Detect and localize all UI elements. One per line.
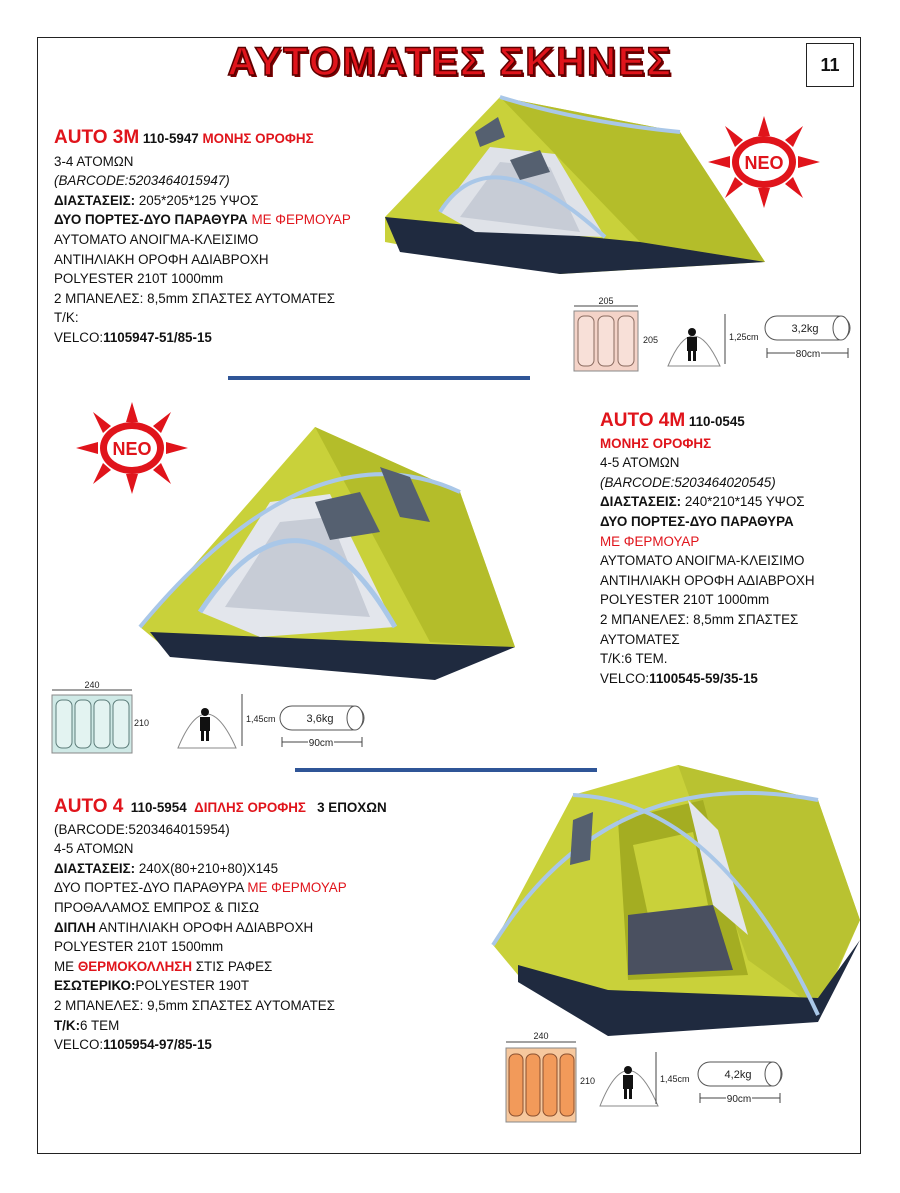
product2-poles-cont: ΑΥΤΟΜΑΤΕΣ — [600, 631, 680, 647]
product3-spec — [54, 797, 387, 1055]
section-divider-1 — [228, 376, 530, 380]
product3-pack-label: Τ/Κ: — [54, 1017, 81, 1033]
product3-inner-label: ΕΣΩΤΕΡΙΚΟ: — [54, 978, 136, 994]
product3-doors-zipper: ΜΕ ΦΕΡΜΟΥΑΡ — [243, 880, 347, 896]
product3-seasons: 3 ΕΠΟΧΩΝ — [317, 800, 387, 815]
new-badge-1 — [708, 116, 820, 208]
product3-double-label: ΔΙΠΛΗ — [54, 919, 96, 935]
product3-doors: ΔΥΟ ΠΟΡΤΕΣ-ΔΥΟ ΠΑΡΑΘΥΡΑ — [54, 880, 244, 896]
svg-text:240: 240 — [84, 680, 100, 690]
svg-text:210: 210 — [134, 718, 150, 728]
svg-text:205: 205 — [643, 335, 659, 345]
product2-pack: Τ/Κ:6 ΤΕΜ. — [600, 651, 668, 667]
product2-velco-label: VELCO: — [600, 670, 650, 686]
product3-vestibule: ΠΡΟΘΑΛΑΜΟΣ ΕΜΠΡΟΣ & ΠΙΣΩ — [54, 899, 259, 915]
svg-text:205: 205 — [598, 296, 614, 306]
product3-seam-heat: ΘΕΡΜΟΚΟΛΛΗΣΗ — [77, 958, 193, 974]
svg-text:1,45cm: 1,45cm — [660, 1074, 690, 1084]
product3-double-value: ΑΝΤΙΗΛΙΑΚΗ ΟΡΟΦΗ ΑΔΙΑΒΡΟΧΗ — [95, 919, 314, 935]
svg-text:90cm: 90cm — [726, 1094, 752, 1105]
product2-barcode: (BARCODE:5203464020545) — [600, 474, 776, 490]
svg-text:3,2kg: 3,2kg — [791, 323, 819, 335]
svg-text:80cm: 80cm — [795, 349, 821, 360]
product1-doors-zipper: ΜΕ ΦΕΡΜΟΥΑΡ — [247, 212, 351, 228]
page-number: 11 — [806, 43, 854, 87]
product3-code: 110-5954 — [130, 800, 187, 815]
product1-roof-desc: ΑΝΤΙΗΛΙΑΚΗ ΟΡΟΦΗ ΑΔΙΑΒΡΟΧΗ — [54, 251, 269, 267]
svg-text:4,2kg: 4,2kg — [724, 1069, 752, 1081]
product2-spec — [600, 411, 815, 688]
product1-code: 110-5947 — [142, 131, 199, 146]
product1-velco-label: VELCO: — [54, 329, 104, 345]
product2-velco-code: 1100545-59/35-15 — [649, 670, 758, 686]
product1-opening: ΑΥΤΟΜΑΤΟ ΑΝΟΙΓΜΑ-ΚΛΕΙΣΙΜΟ — [54, 231, 259, 247]
product2-doors: ΔΥΟ ΠΟΡΤΕΣ-ΔΥΟ ΠΑΡΑΘΥΡΑ — [600, 513, 794, 529]
product3-roof: ΔΙΠΛΗΣ ΟΡΟΦΗΣ — [194, 800, 306, 815]
product1-size-diagram — [565, 296, 855, 376]
product3-seam-suffix: ΣΤΙΣ ΡΑΦΕΣ — [192, 958, 273, 974]
new-badge-1-label: ΝΕΟ — [744, 153, 784, 173]
product3-poles: 2 ΜΠΑΝΕΛΕΣ: 9,5mm ΣΠΑΣΤΕΣ ΑΥΤΟΜΑΤΕΣ — [54, 997, 335, 1013]
product2-code: 110-0545 — [688, 414, 745, 429]
product2-dims-value: 240*210*145 ΥΨΟΣ — [681, 494, 805, 510]
product2-size-diagram — [48, 680, 368, 760]
product3-material: POLYESTER 210T 1500mm — [54, 939, 224, 955]
product1-model: AUTO 3M — [54, 127, 140, 148]
page-title: ΑΥΤΟΜΑΤΕΣ ΣΚΗΝΕΣ — [227, 40, 673, 84]
product3-velco-label: VELCO: — [54, 1037, 104, 1053]
product3-dims-value: 240Χ(80+210+80)Χ145 — [135, 860, 279, 876]
product2-roof-desc: ΑΝΤΙΗΛΙΑΚΗ ΟΡΟΦΗ ΑΔΙΑΒΡΟΧΗ — [600, 572, 815, 588]
product1-persons: 3-4 ΑΤΟΜΩΝ — [54, 153, 134, 169]
product2-doors-zipper: ΜΕ ΦΕΡΜΟΥΑΡ — [600, 533, 700, 549]
product3-seam-prefix: ΜΕ — [54, 958, 78, 974]
product2-material: POLYESTER 210T 1000mm — [600, 592, 770, 608]
svg-text:1,45cm: 1,45cm — [246, 714, 276, 724]
product1-dims-value: 205*205*125 ΥΨΟΣ — [135, 192, 259, 208]
product1-poles: 2 ΜΠΑΝΕΛΕΣ: 8,5mm ΣΠΑΣΤΕΣ ΑΥΤΟΜΑΤΕΣ — [54, 290, 335, 306]
new-badge-2-label: ΝΕΟ — [112, 439, 152, 459]
product3-persons: 4-5 ΑΤΟΜΩΝ — [54, 841, 134, 857]
product1-doors: ΔΥΟ ΠΟΡΤΕΣ-ΔΥΟ ΠΑΡΑΘΥΡΑ — [54, 212, 248, 228]
svg-text:1,25cm: 1,25cm — [729, 332, 759, 342]
product3-barcode: (BARCODE:5203464015954) — [54, 821, 230, 837]
product3-model: AUTO 4 — [54, 796, 124, 817]
product1-spec — [54, 128, 351, 348]
product1-material: POLYESTER 210T 1000mm — [54, 271, 224, 287]
product3-inner-value: POLYESTER 190T — [135, 978, 250, 994]
svg-text:3,6kg: 3,6kg — [306, 713, 334, 725]
product1-roof: ΜΟΝΗΣ ΟΡΟΦΗΣ — [202, 131, 314, 146]
svg-text:90cm: 90cm — [308, 738, 334, 749]
product3-dims-label: ΔΙΑΣΤΑΣΕΙΣ: — [54, 860, 136, 876]
product3-size-diagram — [500, 1030, 800, 1125]
svg-text:210: 210 — [580, 1076, 596, 1086]
product2-roof: ΜΟΝΗΣ ΟΡΟΦΗΣ — [600, 435, 712, 451]
product1-barcode: (BARCODE:5203464015947) — [54, 173, 230, 189]
product1-pack: Τ/Κ: — [54, 310, 79, 326]
product2-dims-label: ΔΙΑΣΤΑΣΕΙΣ: — [600, 494, 682, 510]
product1-dims-label: ΔΙΑΣΤΑΣΕΙΣ: — [54, 192, 136, 208]
tent-auto-4m-image — [130, 422, 520, 680]
product3-velco-code: 1105954-97/85-15 — [103, 1037, 212, 1053]
product2-opening: ΑΥΤΟΜΑΤΟ ΑΝΟΙΓΜΑ-ΚΛΕΙΣΙΜΟ — [600, 553, 805, 569]
product2-persons: 4-5 ΑΤΟΜΩΝ — [600, 455, 680, 471]
product2-poles: 2 ΜΠΑΝΕΛΕΣ: 8,5mm ΣΠΑΣΤΕΣ — [600, 611, 799, 627]
product1-velco-code: 1105947-51/85-15 — [103, 329, 212, 345]
svg-text:240: 240 — [533, 1031, 549, 1041]
tent-auto-4-image — [488, 760, 864, 1036]
product3-pack-value: 6 ΤΕΜ — [80, 1017, 120, 1033]
product2-model: AUTO 4M — [600, 410, 686, 431]
